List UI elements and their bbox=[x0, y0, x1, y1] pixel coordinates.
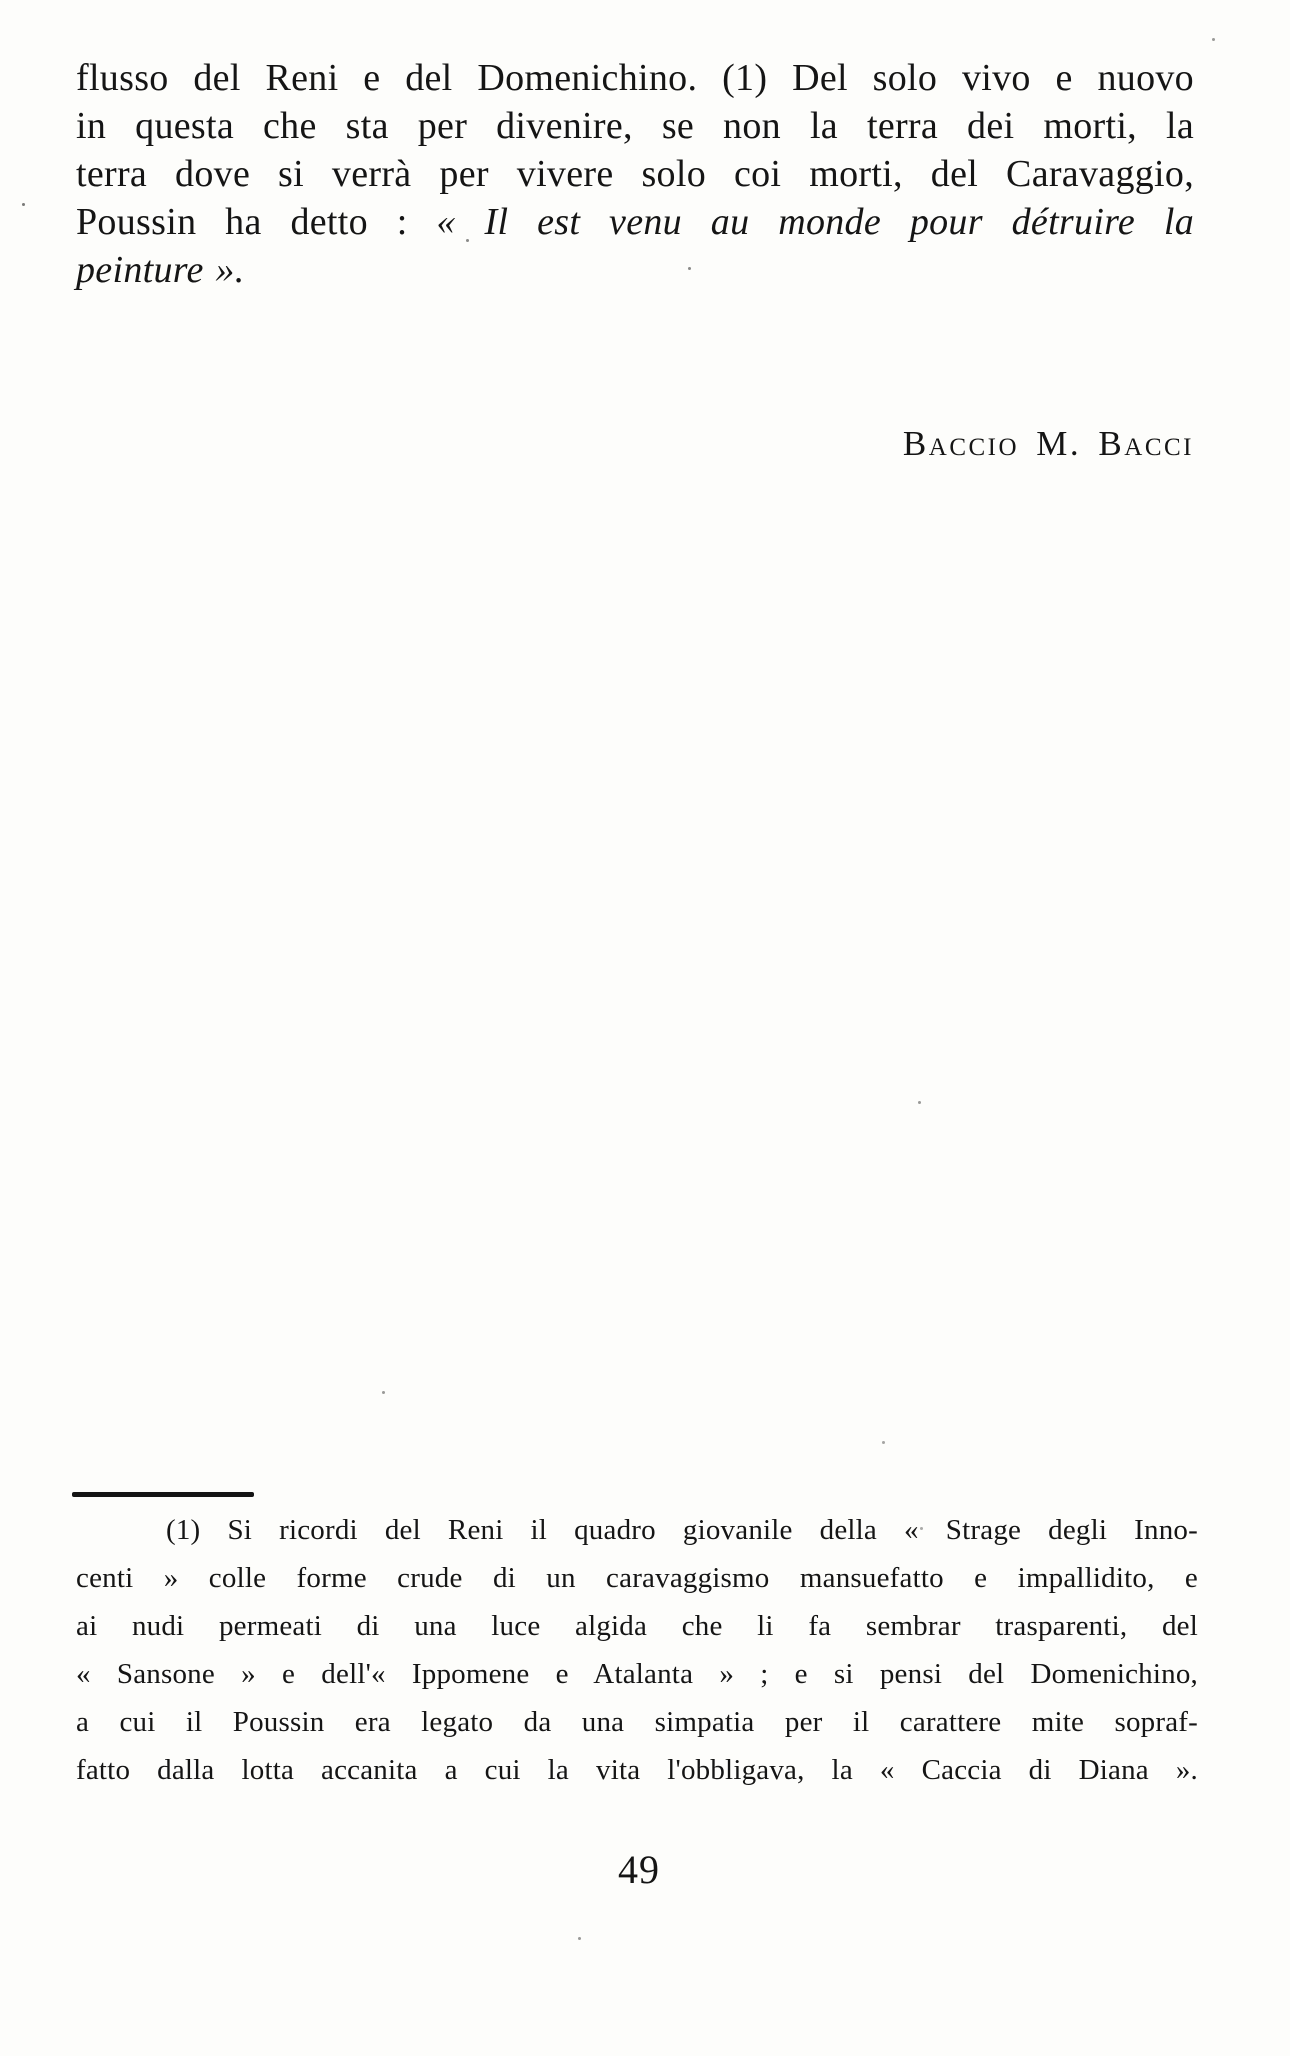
text-line: flusso del Reni e del Domenichino. (1) Del solo vivo e nuovo bbox=[76, 57, 1194, 99]
text-line: in questa che sta per divenire, se non la terra dei morti, la bbox=[76, 105, 1194, 147]
text-line: terra dove si verrà per vivere solo coi morti, del Caravaggio, bbox=[76, 153, 1194, 195]
footnote-line: « Sansone » e dell'« Ippomene e Atalanta » ; e si pensi del Domenichino, bbox=[76, 1658, 1198, 1690]
footnote-rule bbox=[72, 1492, 254, 1497]
footnote-line: ai nudi permeati di una luce algida che li fa sembrar trasparenti, del bbox=[76, 1610, 1198, 1642]
footnote-line: (1) Si ricordi del Reni il quadro giovanile della « Strage degli Inno- bbox=[166, 1514, 1198, 1546]
page-number: 49 bbox=[618, 1847, 660, 1892]
main-paragraph bbox=[76, 54, 1194, 294]
footnote-line: centi » colle forme crude di un caravaggismo mansuefatto e impallidito, e bbox=[76, 1562, 1198, 1594]
footnote-line: fatto dalla lotta accanita a cui la vita l'obbligava, la « Caccia di Diana ». bbox=[76, 1754, 1198, 1786]
author-signature: Baccio M. Bacci bbox=[902, 424, 1194, 463]
text-line-quote bbox=[76, 198, 1194, 246]
french-quote-italic: « Il est venu au monde pour détruire la bbox=[436, 201, 1194, 243]
footnote-line: a cui il Poussin era legato da una simpatia per il carattere mite sopraf- bbox=[76, 1706, 1198, 1738]
text-line-quote-end: peinture ». bbox=[76, 249, 245, 291]
scan-speckle-artifacts bbox=[22, 203, 25, 206]
quote-prefix: Poussin ha detto : bbox=[76, 201, 437, 243]
footnote-block bbox=[76, 1506, 1198, 1794]
